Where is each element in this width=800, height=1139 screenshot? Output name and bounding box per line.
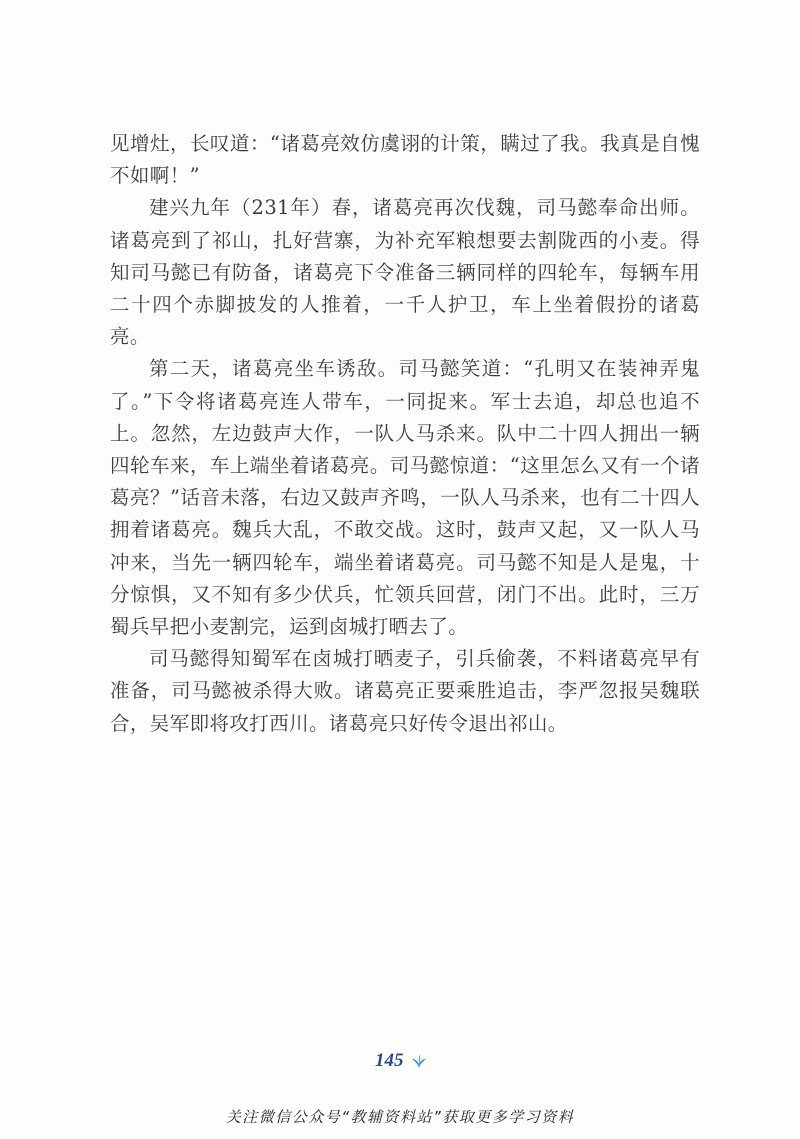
leaf-sprout-icon bbox=[410, 1053, 428, 1069]
page-footer bbox=[375, 1050, 428, 1072]
paragraph-continuation: 见增灶，长叹道：“诸葛亮效仿虞诩的计策，瞒过了我。我真是自愧不如啊！” bbox=[110, 132, 700, 188]
body-text bbox=[110, 128, 700, 740]
watermark-text: 关注微信公众号“教辅资料站”获取更多学习资料 bbox=[225, 1108, 575, 1126]
paragraph: 第二天，诸葛亮坐车诱敌。司马懿笑道：“孔明又在装神弄鬼了。”下令将诸葛亮连人带车，一同捉来。军士去追，却总也追不上。忽然，左边鼓声大作，一队人马杀来。队中二十四人拥出一辆四轮车来，车上端坐着诸葛亮。司马懿惊道：“这里怎么又有一个诸葛亮？”话音未落，右边又鼓声齐鸣，一队人马杀来，也有二十四人拥着诸葛亮。魏兵大乱，不敢交战。这时，鼓声又起，又一队人马冲来，当先一辆四轮车，端坐着诸葛亮。司马懿不知是人是鬼，十分惊惧，又不知有多少伏兵，忙领兵回营，闭门不出。此时，三万蜀兵早把小麦割完，运到卤城打晒去了。 bbox=[110, 357, 700, 639]
paragraph: 建兴九年（231年）春，诸葛亮再次伐魏，司马懿奉命出师。诸葛亮到了祁山，扎好营寨，为补充军粮想要去割陇西的小麦。得知司马懿已有防备，诸葛亮下令准备三辆同样的四轮车，每辆车用二十四个赤脚披发的人推着，一千人护卫，车上坐着假扮的诸葛亮。 bbox=[110, 196, 700, 349]
page-number: 145 bbox=[375, 1050, 404, 1071]
paragraph: 司马懿得知蜀军在卤城打晒麦子，引兵偷袭，不料诸葛亮早有准备，司马懿被杀得大败。诸葛亮正要乘胜追击，李严忽报吴魏联合，吴军即将攻打西川。诸葛亮只好传令退出祁山。 bbox=[110, 647, 700, 735]
